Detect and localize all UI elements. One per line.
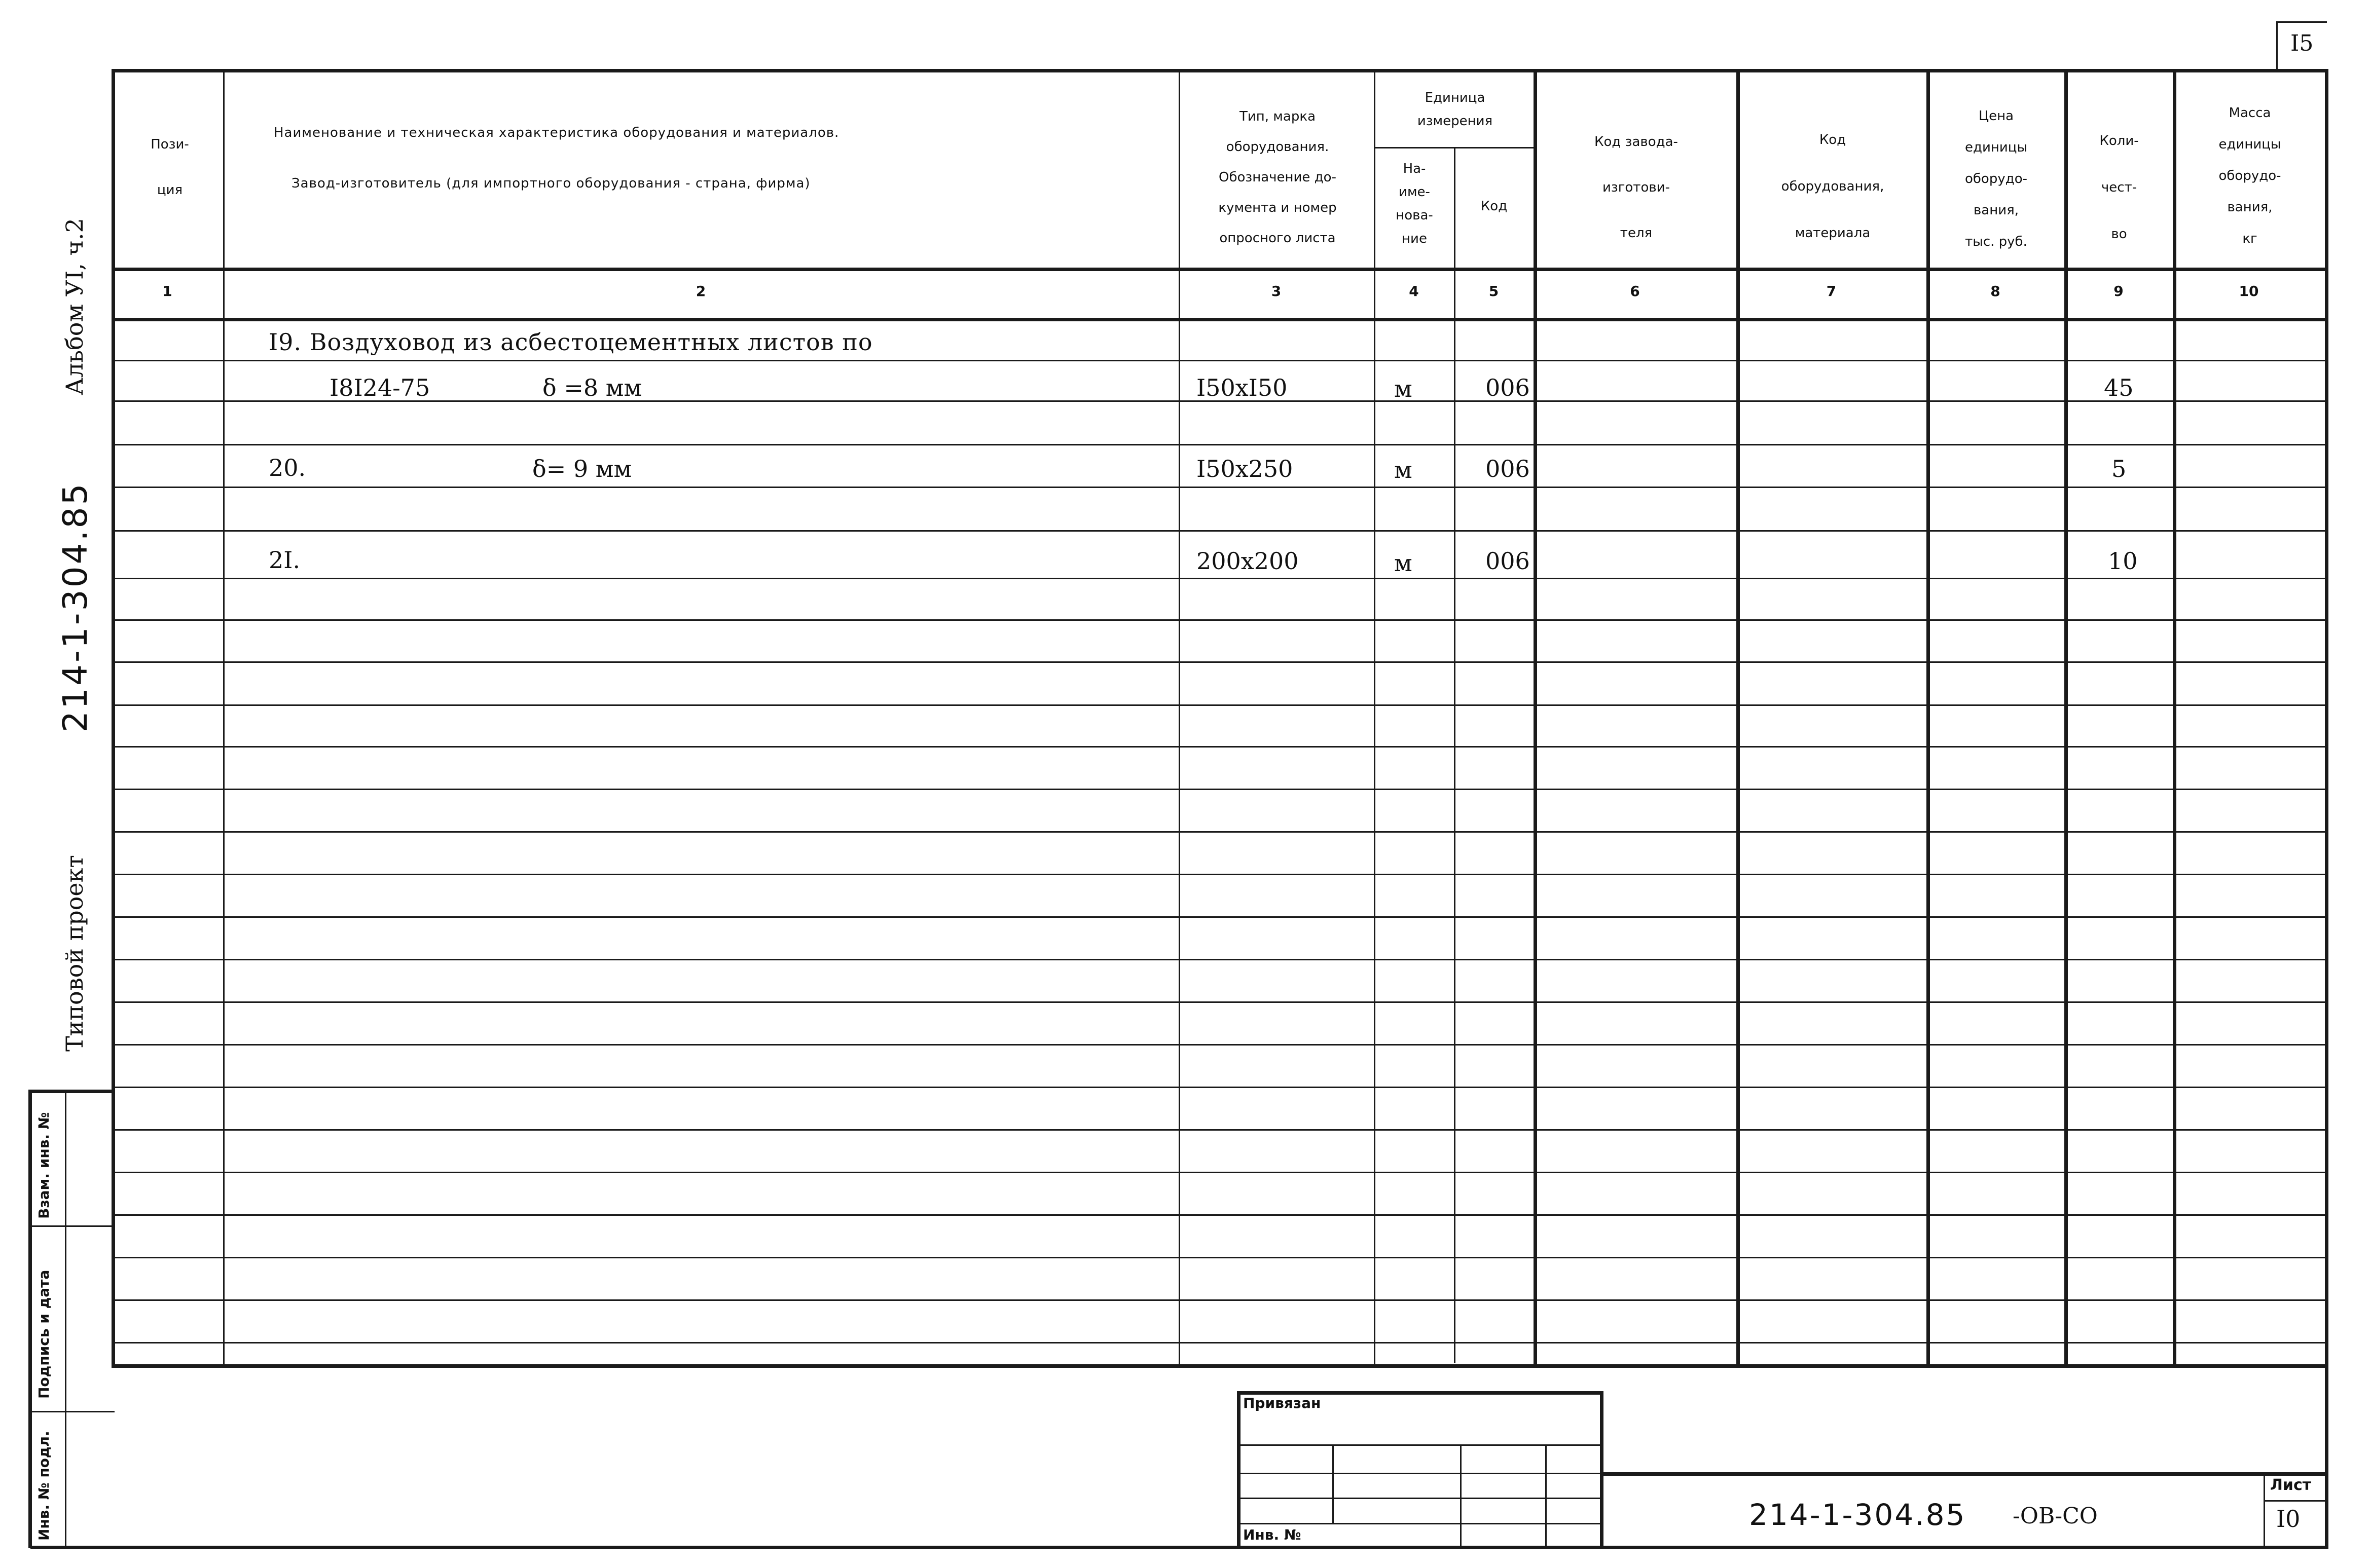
tb-line <box>1237 1498 1602 1499</box>
row-19b-standard: I8I24-75 <box>330 374 430 401</box>
row-line <box>112 1214 2327 1216</box>
row-19b-unit: м <box>1394 375 1412 402</box>
tb-privyazan-label: Привязан <box>1243 1395 1321 1411</box>
stamp-divider-2 <box>28 1411 115 1412</box>
stamp-divider-1 <box>28 1225 115 1227</box>
header-col2-line2: Завод-изготовитель (для импортного оборудования - страна, фирма) <box>291 176 811 191</box>
col-number: 2 <box>696 283 706 300</box>
row-line <box>112 578 2327 579</box>
tb-doc-top <box>1600 1472 2327 1476</box>
tb-list-divider <box>2264 1500 2327 1502</box>
row-line <box>112 1257 2327 1258</box>
col-number: 8 <box>1990 283 2000 300</box>
row-19-name: I9. Воздуховод из асбестоцементных листов по <box>269 328 873 356</box>
row-line <box>112 619 2327 621</box>
header-bottom <box>112 268 2327 271</box>
numbers-bottom <box>112 318 2327 321</box>
row-19b-qty: 45 <box>2104 374 2134 401</box>
stamp-top <box>28 1090 115 1093</box>
col-number: 4 <box>1409 283 1419 300</box>
row-21-type: 200x200 <box>1196 547 1299 575</box>
row-line <box>112 444 2327 445</box>
header-col2-line1: Наименование и техническая характеристика оборудования и материалов. <box>274 125 840 140</box>
album-label: Альбом УI, ч.2 <box>61 218 88 395</box>
row-line <box>112 704 2327 706</box>
row-20-qty: 5 <box>2111 455 2127 482</box>
frame-bottom <box>30 1546 2327 1549</box>
row-line <box>112 1342 2327 1343</box>
tb-doc-code: 214-1-304.85 <box>1749 1498 1966 1532</box>
row-19b-thickness: δ =8 мм <box>542 374 642 401</box>
header-col5: Код <box>1480 199 1508 214</box>
row-19b-type: I50xI50 <box>1196 374 1288 401</box>
row-line <box>112 661 2327 663</box>
col-number: 3 <box>1271 283 1282 300</box>
project-code-label: 214-1-304.85 <box>56 481 95 732</box>
row-line <box>112 959 2327 960</box>
row-19b-code: 006 <box>1485 374 1530 401</box>
header-unit-group: Единица измерения <box>1417 90 1493 129</box>
tb-list-number: I0 <box>2276 1505 2301 1533</box>
frame-right <box>2325 69 2328 1549</box>
row-20-code: 006 <box>1485 455 1530 482</box>
frame-top <box>112 69 2327 72</box>
tb-vline <box>1545 1444 1547 1548</box>
table-bottom <box>112 1364 2327 1368</box>
project-type-label: Типовой проект <box>61 855 88 1052</box>
row-line <box>112 1001 2327 1003</box>
header-col8: Цена единицы оборудо- вания, тыс. руб. <box>1964 108 2027 249</box>
row-21-position: 2I. <box>269 546 301 574</box>
header-col10: Масса единицы оборудо- вания, кг <box>2218 105 2281 246</box>
tb-privyazan-left <box>1237 1391 1241 1548</box>
row-line <box>112 1299 2327 1301</box>
row-line <box>112 746 2327 748</box>
tb-line <box>1237 1444 1602 1446</box>
header-col4: На- име- нова- ние <box>1396 161 1433 246</box>
stamp-inv-vzam: Взам. инв. № <box>35 1112 52 1219</box>
col-line-4 <box>1454 147 1455 1363</box>
row-line <box>112 1172 2327 1173</box>
header-col7: Код оборудования, материала <box>1781 132 1884 241</box>
tb-list-left <box>2264 1472 2265 1548</box>
row-21-unit: м <box>1394 549 1412 577</box>
tb-inv-no-label: Инв. № <box>1243 1526 1301 1543</box>
row-line <box>112 1129 2327 1131</box>
row-line <box>112 1044 2327 1046</box>
col-number: 6 <box>1630 283 1640 300</box>
tb-line <box>1237 1473 1602 1474</box>
row-line <box>112 789 2327 790</box>
corner-box-top <box>2276 21 2327 23</box>
tb-privyazan-top <box>1237 1391 1602 1395</box>
col-number: 10 <box>2239 283 2259 300</box>
row-21-code: 006 <box>1485 547 1530 575</box>
row-line <box>112 916 2327 918</box>
row-20-unit: м <box>1394 456 1412 483</box>
unit-group-divider <box>1374 147 1535 148</box>
row-line <box>112 874 2327 875</box>
header-col9: Коли- чест- во <box>2099 133 2139 242</box>
row-line <box>112 360 2327 361</box>
tb-line <box>1237 1523 1602 1524</box>
header-col1: Пози- ция <box>151 137 189 198</box>
row-line <box>112 1087 2327 1088</box>
row-line <box>112 831 2327 833</box>
col-number: 9 <box>2113 283 2124 300</box>
stamp-signature: Подпись и дата <box>35 1270 52 1399</box>
stamp-inv-podl: Инв. № подл. <box>35 1431 52 1541</box>
tb-vline <box>1332 1444 1334 1523</box>
tb-list-label: Лист <box>2270 1476 2312 1494</box>
sheet-corner-number: I5 <box>2290 30 2314 56</box>
row-20-thickness: δ= 9 мм <box>532 455 632 482</box>
row-20-position: 20. <box>269 454 306 481</box>
col-number: 5 <box>1488 283 1499 300</box>
tb-doc-suffix: -ОВ-СО <box>2013 1503 2098 1529</box>
row-21-qty: 10 <box>2108 547 2138 575</box>
row-line <box>112 487 2327 488</box>
row-20-type: I50x250 <box>1196 455 1293 482</box>
header-col6: Код завода- изготови- теля <box>1594 134 1678 241</box>
frame-left-stamp <box>28 1090 32 1548</box>
col-number: 1 <box>162 283 172 300</box>
header-col3: Тип, марка оборудования. Обозначение до- кумента и номер опросного листа <box>1218 109 1337 246</box>
col-number: 7 <box>1826 283 1837 300</box>
tb-privyazan-right <box>1600 1391 1603 1548</box>
tb-vline <box>1460 1444 1462 1548</box>
row-line <box>112 530 2327 532</box>
corner-box-left <box>2276 21 2278 70</box>
stamp-inner-line <box>65 1090 66 1548</box>
